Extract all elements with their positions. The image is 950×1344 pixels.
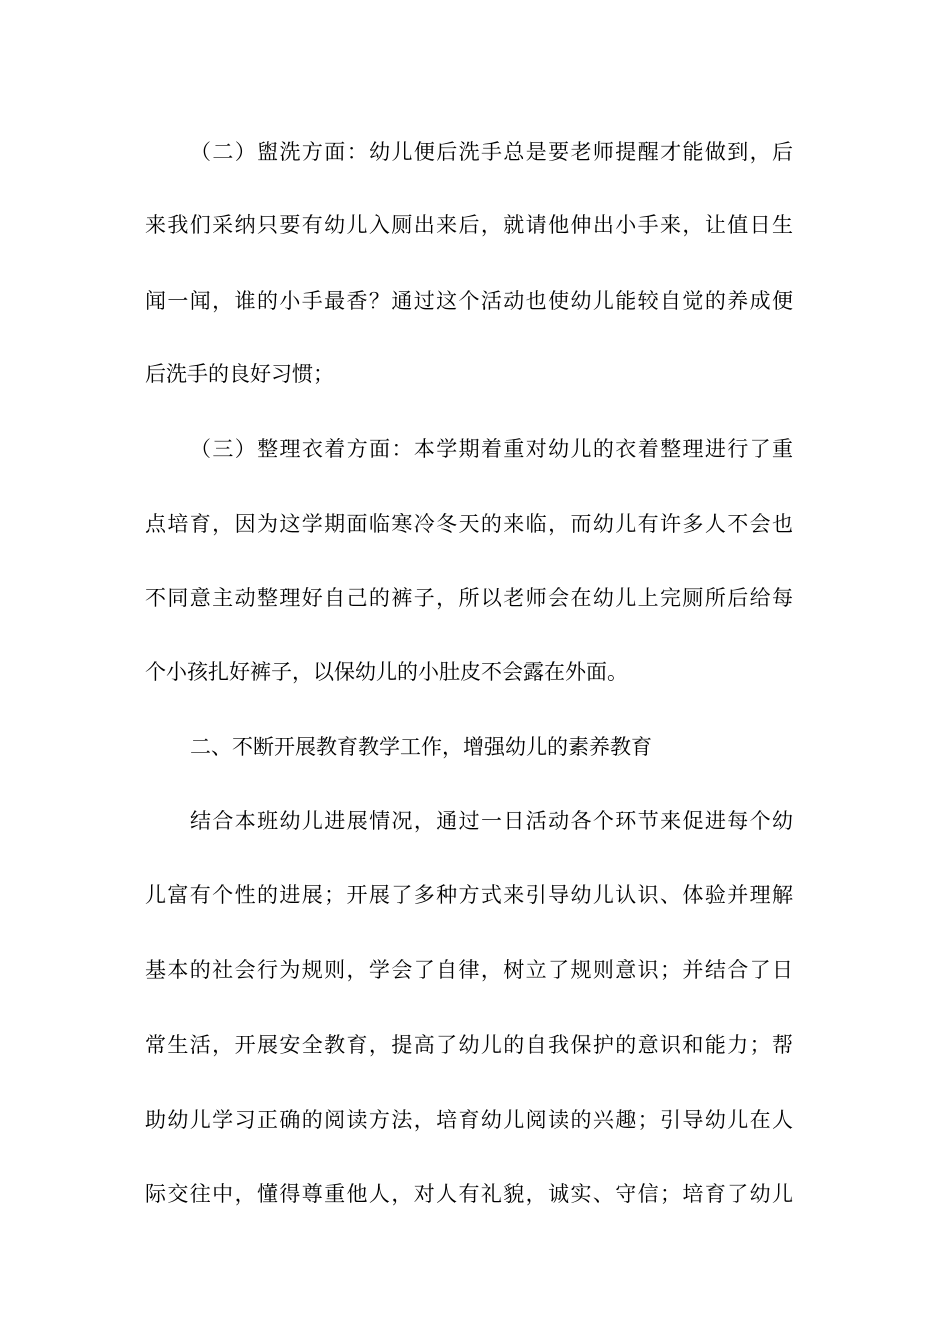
- paragraph-line: （三）整理衣着方面：本学期着重对幼儿的衣着整理进行了重: [190, 437, 793, 461]
- paragraph-line: 个小孩扎好裤子，以保幼儿的小肚皮不会露在外面。: [145, 660, 628, 684]
- paragraph-line: 点培育，因为这学期面临寒冷冬天的来临，而幼儿有许多人不会也: [145, 512, 793, 536]
- paragraph-line: 儿富有个性的进展；开展了多种方式来引导幼儿认识、体验并理解: [145, 883, 793, 907]
- paragraph-line: 来我们采纳只要有幼儿入厕出来后，就请他伸出小手来，让值日生: [145, 213, 793, 237]
- paragraph-line: 闻一闻，谁的小手最香？通过这个活动也使幼儿能较自觉的养成便: [145, 289, 793, 313]
- paragraph-line: 基本的社会行为规则，学会了自律，树立了规则意识；并结合了日: [145, 958, 793, 982]
- paragraph-line: 常生活，开展安全教育，提高了幼儿的自我保护的意识和能力；帮: [145, 1033, 793, 1057]
- paragraph-line: 不同意主动整理好自己的裤子，所以老师会在幼儿上完厕所后给每: [145, 586, 793, 610]
- paragraph-line: 结合本班幼儿进展情况，通过一日活动各个环节来促进每个幼: [190, 809, 793, 833]
- paragraph-line: 际交往中，懂得尊重他人，对人有礼貌，诚实、守信；培育了幼儿: [145, 1182, 793, 1206]
- paragraph-line: 助幼儿学习正确的阅读方法，培育幼儿阅读的兴趣；引导幼儿在人: [145, 1108, 793, 1132]
- paragraph-line: 后洗手的良好习惯；: [145, 362, 334, 386]
- section-heading: 二、不断开展教育教学工作，增强幼儿的素养教育: [190, 735, 652, 759]
- paragraph-line: （二）盥洗方面：幼儿便后洗手总是要老师提醒才能做到，后: [190, 140, 793, 164]
